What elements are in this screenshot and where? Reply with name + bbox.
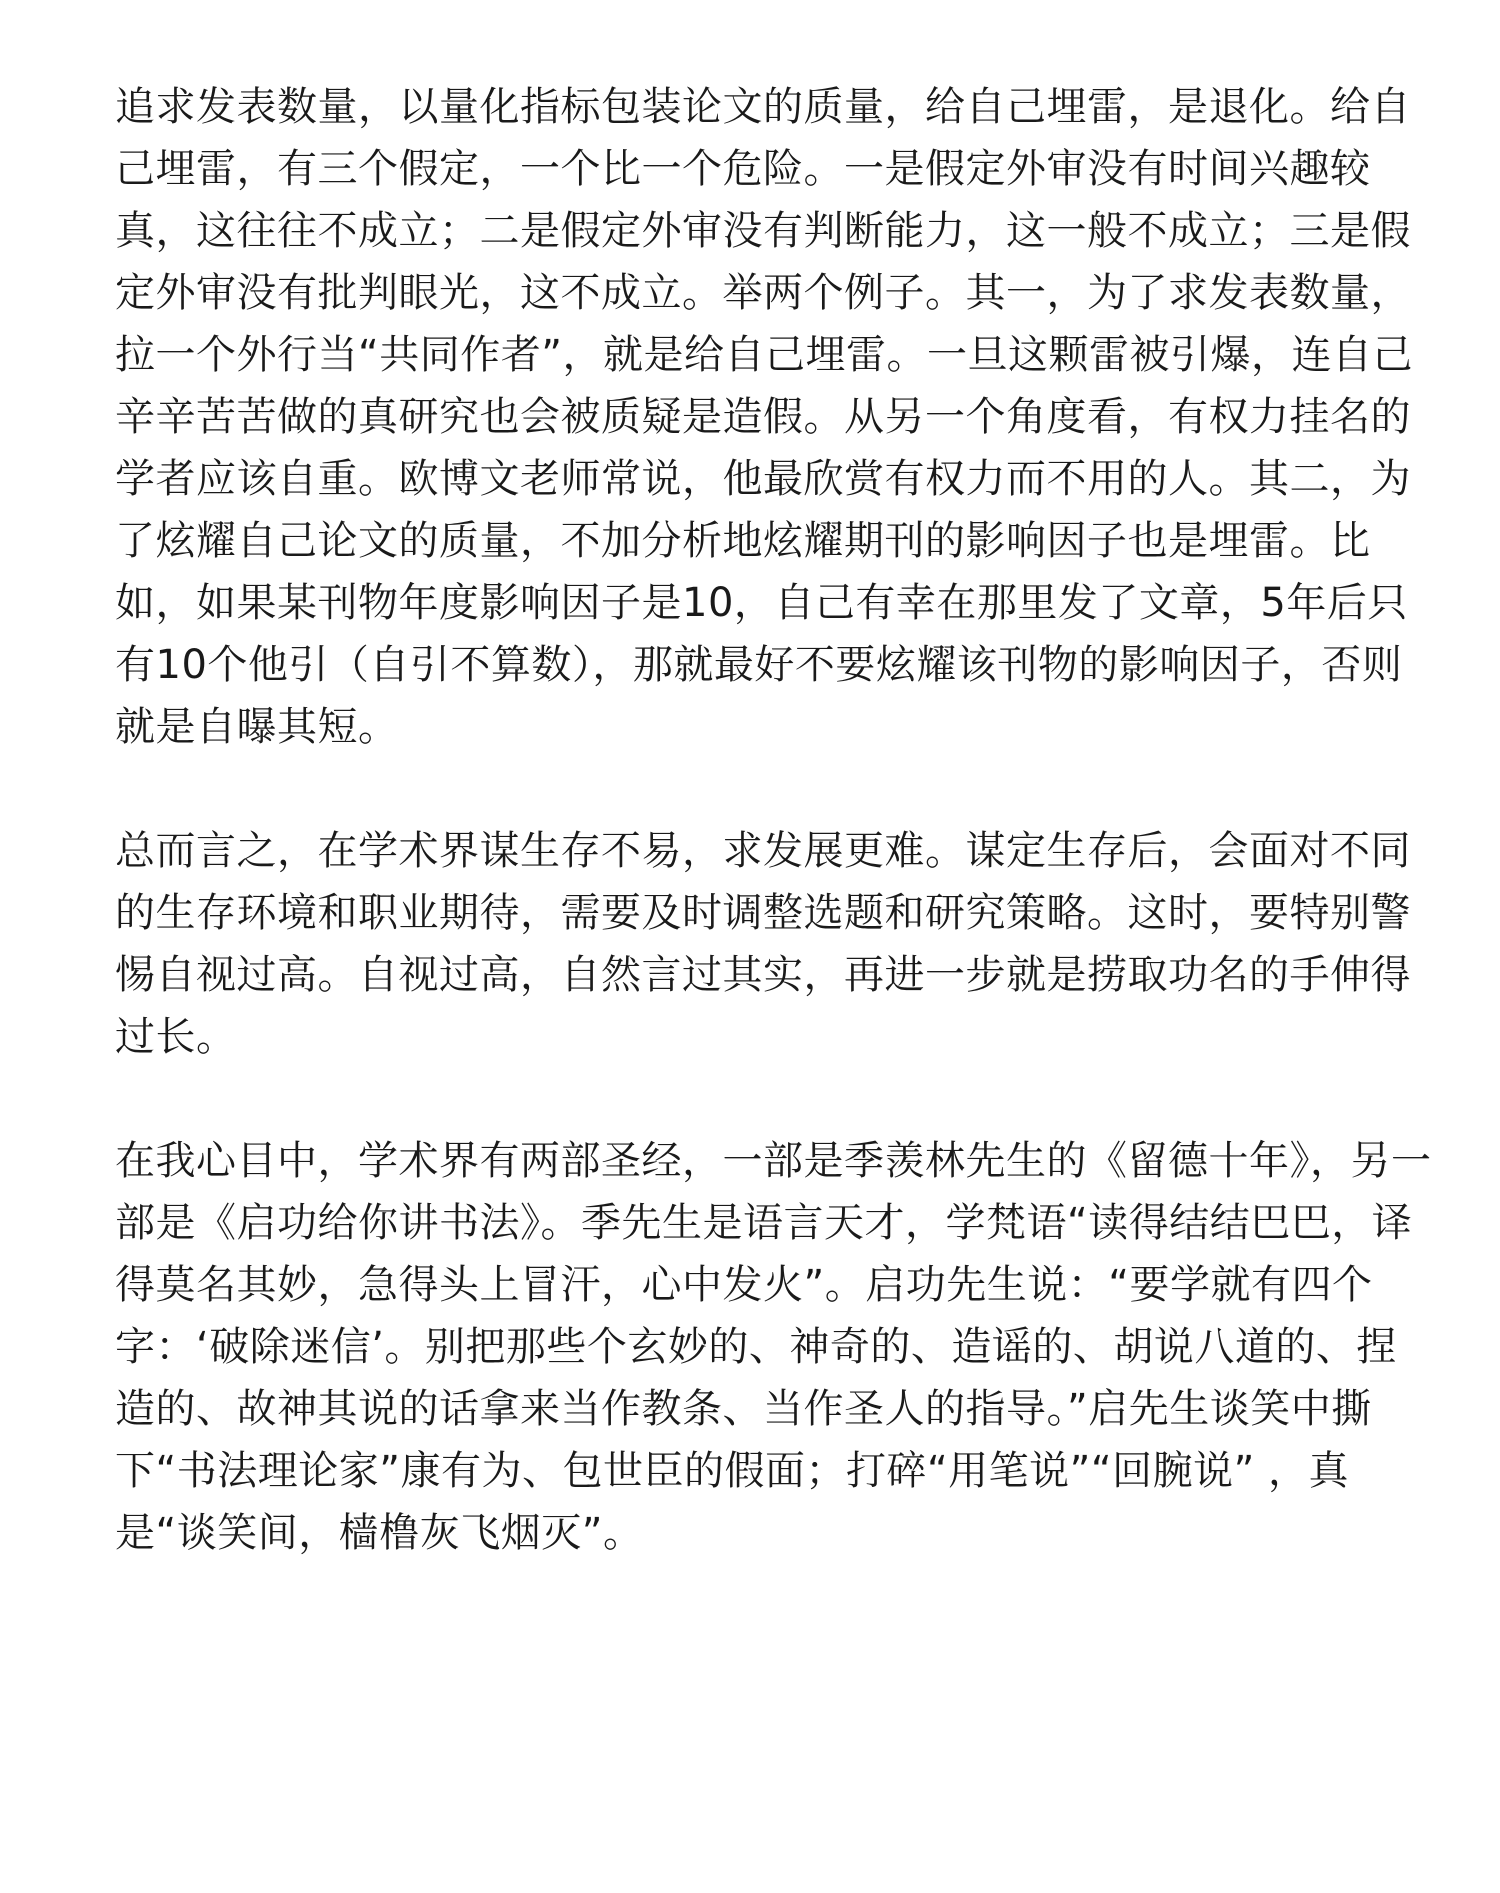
paragraph-summary: 总而言之，在学术界谋生存不易，求发展更难。谋定生存后，会面对不同的生存环境和职业期待，需要及时调整选题和研究策略。这时，要特别警惕自视过高。自视过高，自然言过其实，再进一步就是捞取功名的手伸得过长。 xyxy=(115,828,1411,1060)
paragraph-two-classics: 在我心目中，学术界有两部圣经，一部是季羡林先生的《留德十年》，另一部是《启功给你讲书法》。季先生是语言天才，学梵语“读得结结巴巴，译得莫名其妙，急得头上冒汗，心中发火”。启功先生说：“要学就有四个字：‘破除迷信’。别把那些个玄妙的、神奇的、造谣的、胡说八道的、捏造的、故神其说的话拿来当作教条、当作圣人的指导。”启先生谈笑中撕下“书法理论家”康有为、包世臣的假面；打碎“用笔说”“回腕说” ，真是“谈笑间，樯橹灰飞烟灭”。 xyxy=(115,1138,1432,1556)
article-body xyxy=(115,76,1435,1564)
paragraph-quantitative-metrics: 追求发表数量，以量化指标包装论文的质量，给自己埋雷，是退化。给自己埋雷，有三个假定，一个比一个危险。一是假定外审没有时间兴趣较真，这往往不成立；二是假定外审没有判断能力，这一般不成立；三是假定外审没有批判眼光，这不成立。举两个例子。其一，为了求发表数量，拉一个外行当“共同作者”，就是给自己埋雷。一旦这颗雷被引爆，连自己辛辛苦苦做的真研究也会被质疑是造假。从另一个角度看，有权力挂名的学者应该自重。欧博文老师常说，他最欣赏有权力而不用的人。其二，为了炫耀自己论文的质量，不加分析地炫耀期刊的影响因子也是埋雷。比如，如果某刊物年度影响因子是10，自己有幸在那里发了文章，5年后只有10个他引（自引不算数），那就最好不要炫耀该刊物的影响因子，否则就是自曝其短。 xyxy=(115,84,1413,750)
